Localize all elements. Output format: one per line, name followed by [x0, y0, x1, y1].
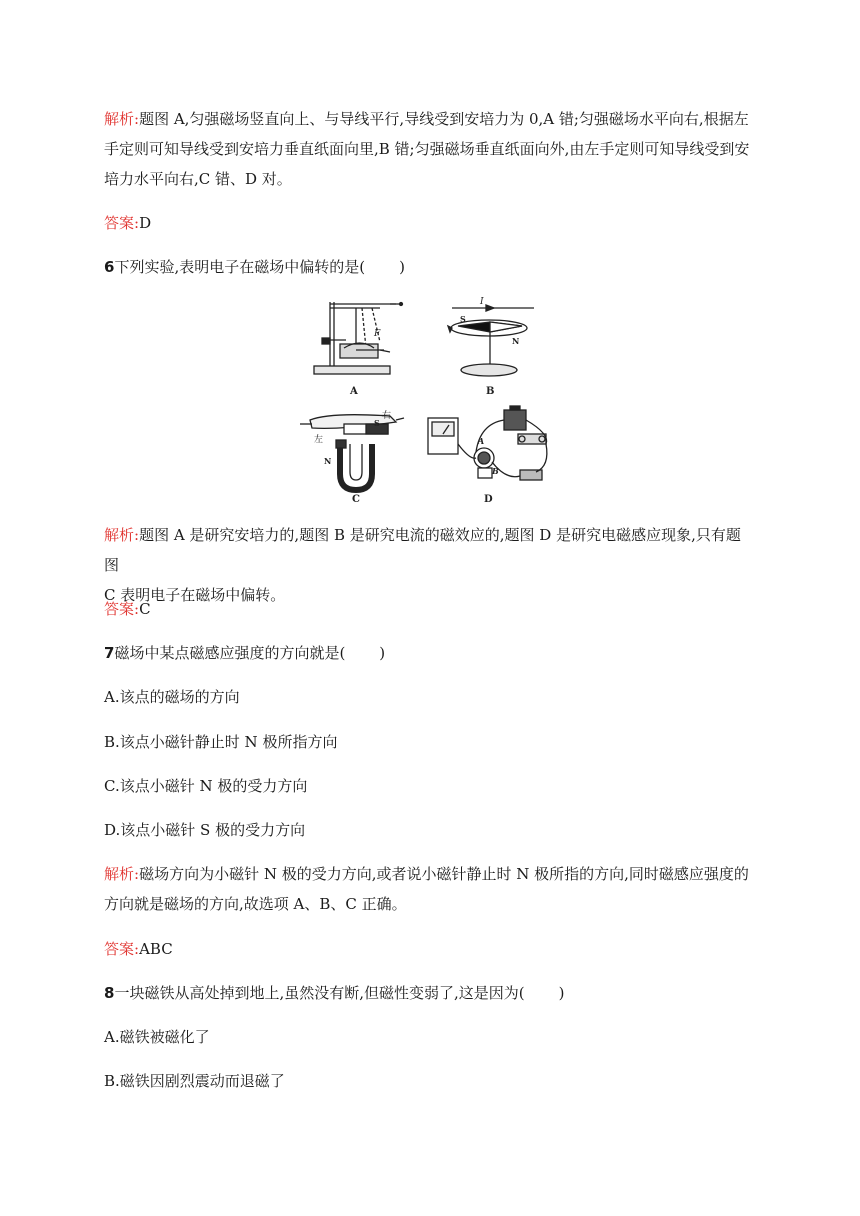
- figure-d-induction-circuit: [428, 406, 547, 480]
- figure-c-left-label: 左: [314, 435, 324, 445]
- q6-stem: 下列实验,表明电子在磁场中偏转的是(: [114, 258, 366, 276]
- figure-b-n-pole: N: [512, 336, 520, 346]
- q5-analysis-label: 解析:: [104, 110, 140, 128]
- q7-analysis-line2: 方向就是磁场的方向,故选项 A、B、C 正确。: [104, 895, 407, 913]
- figure-b-current: I: [480, 297, 484, 307]
- q7-answer-value: ABC: [139, 940, 173, 958]
- q8-option-b: B.磁铁因剧烈震动而退磁了: [104, 1072, 285, 1090]
- q8-option-a: A.磁铁被磁化了: [104, 1028, 210, 1046]
- figure-c-right-label: 右: [382, 411, 392, 421]
- q7-option-b: B.该点小磁针静止时 N 极所指方向: [104, 733, 338, 751]
- figure-b-s-pole: S: [460, 314, 466, 324]
- q7-question: [104, 638, 752, 668]
- q8-number: 8: [104, 984, 115, 1002]
- q7-number: 7: [104, 644, 115, 662]
- q7-analysis-line1: 磁场方向为小磁针 N 极的受力方向,或者说小磁针静止时 N 极所指的方向,同时磁感应强度的: [139, 865, 749, 883]
- q5-analysis: [104, 104, 752, 194]
- q5-analysis-line3: 培力水平向右,C 错、D 对。: [104, 170, 292, 188]
- q6-experiment-figure: [300, 294, 564, 506]
- q7-option-a: A.该点的磁场的方向: [104, 688, 240, 706]
- figure-d-label-b: B: [492, 466, 499, 476]
- q6-answer-value: C: [139, 600, 151, 618]
- q8-close: ): [558, 984, 565, 1002]
- q8-question: [104, 978, 752, 1008]
- q5-answer: [104, 208, 752, 238]
- q7-close: ): [379, 644, 386, 662]
- figure-c-caption: C: [352, 494, 360, 505]
- q7-analysis: [104, 859, 752, 919]
- q7-option-c: C.该点小磁针 N 极的受力方向: [104, 777, 308, 795]
- q5-analysis-line2: 手定则可知导线受到安培力垂直纸面向里,B 错;匀强磁场垂直纸面向外,由左手定则可知导线受到安: [104, 140, 750, 158]
- q7-answer: [104, 934, 752, 964]
- figure-a-ampere-apparatus: [314, 302, 403, 374]
- q8-stem: 一块磁铁从高处掉到地上,虽然没有断,但磁性变弱了,这是因为(: [114, 984, 525, 1002]
- q6-analysis-label: 解析:: [104, 526, 140, 544]
- q5-answer-value: D: [139, 214, 152, 232]
- figure-c-n-pole: N: [324, 456, 332, 466]
- figure-d-caption: D: [484, 494, 493, 505]
- figure-a-caption: A: [350, 386, 358, 397]
- q6-number: 6: [104, 258, 115, 276]
- figure-b-caption: B: [486, 386, 495, 397]
- q5-answer-label: 答案:: [104, 214, 140, 232]
- q7-answer-label: 答案:: [104, 940, 140, 958]
- q6-answer-label: 答案:: [104, 600, 140, 618]
- q7-stem: 磁场中某点磁感应强度的方向就是(: [114, 644, 346, 662]
- figure-a-label-f: F: [374, 329, 381, 339]
- q6-analysis-line2: C 表明电子在磁场中偏转。: [104, 586, 286, 604]
- q6-answer: [104, 594, 752, 624]
- q6-close: ): [399, 258, 405, 276]
- q5-analysis-line1: 题图 A,匀强磁场竖直向上、与导线平行,导线受到安培力为 0,A 错;匀强磁场水平向右,根据左: [139, 110, 749, 128]
- q7-option-d: D.该点小磁针 S 极的受力方向: [104, 821, 306, 839]
- q6-question: [104, 252, 752, 282]
- figure-c-cathode-ray-tube: [300, 415, 404, 490]
- q7-analysis-label: 解析:: [104, 865, 140, 883]
- q6-analysis-line1: 题图 A 是研究安培力的,题图 B 是研究电流的磁效应的,题图 D 是研究电磁感应现象,只有题图: [104, 526, 741, 574]
- figure-d-label-a: A: [478, 436, 485, 446]
- figure-c-s-pole: S: [374, 418, 380, 428]
